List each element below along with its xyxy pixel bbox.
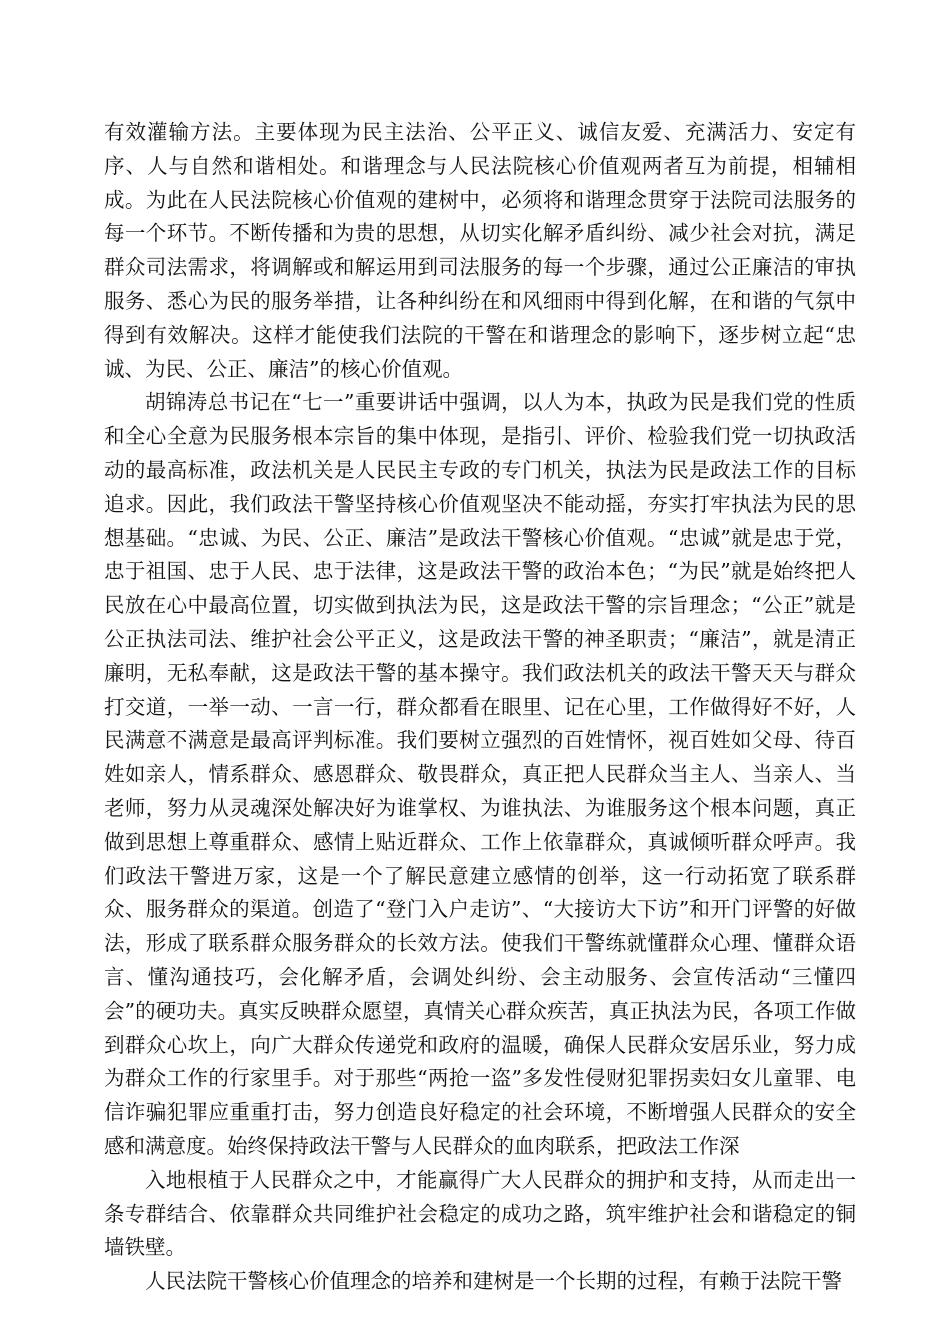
paragraph-4: 人民法院干警核心价值理念的培养和建树是一个长期的过程，有赖于法院干警 — [145, 1269, 842, 1294]
body-text — [104, 116, 856, 1299]
paragraph-3: 入地根植于人民群众之中，才能赢得广大人民群众的拥护和支持，从而走出一条专群结合、依靠群众共同维护社会稳定的成功之路，筑牢维护社会和谐稳定的铜墙铁壁。 — [104, 1167, 856, 1260]
paragraph-2: 胡锦涛总书记在“七一”重要讲话中强调，以人为本，执政为民是我们党的性质和全心全意为民服务根本宗旨的集中体现，是指引、评价、检验我们党一切执政活动的最高标准，政法机关是人民民主专政的专门机关，执法为民是政法工作的目标追求。因此，我们政法干警坚持核心价值观坚决不能动摇，夯实打牢执法为民的思想基础。“忠诚、为民、公正、廉洁”是政法干警核心价值观。“忠诚”就是忠于党，忠于祖国、忠于人民、忠于法律，这是政法干警的政治本色；“为民”就是始终把人民放在心中最高位置，切实做到执法为民，这是政法干警的宗旨理念；“公正”就是公正执法司法、维护社会公平正义，这是政法干警的神圣职责；“廉洁”，就是清正廉明，无私奉献，这是政法干警的基本操守。我们政法机关的政法干警天天与群众打交道，一举一动、一言一行，群众都看在眼里、记在心里，工作做得好不好，人民满意不满意是最高评判标准。我们要树立强烈的百姓情怀，视百姓如父母、待百姓如亲人，情系群众、感恩群众、敬畏群众，真正把人民群众当主人、当亲人、当老师，努力从灵魂深处解决好为谁掌权、为谁执法、为谁服务这个根本问题，真正做到思想上尊重群众、感情上贴近群众、工作上依靠群众，真诚倾听群众呼声。我们政法干警进万家，这是一个了解民意建立感情的创举，这一行动拓宽了联系群众、服务群众的渠道。创造了“登门入户走访”、“大接访大下访”和开门评警的好做法，形成了联系群众服务群众的长效方法。使我们干警练就懂群众心理、懂群众语言、懂沟通技巧，会化解矛盾，会调处纠纷、会主动服务、会宣传活动“三懂四会”的硬功夫。真实反映群众愿望，真情关心群众疾苦，真正执法为民，各项工作做到群众心坎上，向广大群众传递党和政府的温暖，确保人民群众安居乐业，努力成为群众工作的行家里手。对于那些“两抢一盗”多发性侵财犯罪拐卖妇女儿童罪、电信诈骗犯罪应重重打击，努力创造良好稳定的社会环境，不断增强人民群众的安全感和满意度。始终保持政法干警与人民群众的血肉联系，把政法工作深 — [104, 390, 856, 1158]
paragraph-1: 有效灌输方法。主要体现为民主法治、公平正义、诚信友爱、充满活力、安定有序、人与自然和谐相处。和谐理念与人民法院核心价值观两者互为前提，相辅相成。为此在人民法院核心价值观的建树中，必须将和谐理念贯穿于法院司法服务的每一个环节。不断传播和为贵的思想，从切实化解矛盾纠纷、减少社会对抗，满足群众司法需求，将调解或和解运用到司法服务的每一个步骤，通过公正廉洁的审执服务、悉心为民的服务举措，让各种纠纷在和风细雨中得到化解，在和谐的气氛中得到有效解决。这样才能使我们法院的干警在和谐理念的影响下，逐步树立起“忠诚、为民、公正、廉洁”的核心价值观。 — [104, 120, 856, 381]
